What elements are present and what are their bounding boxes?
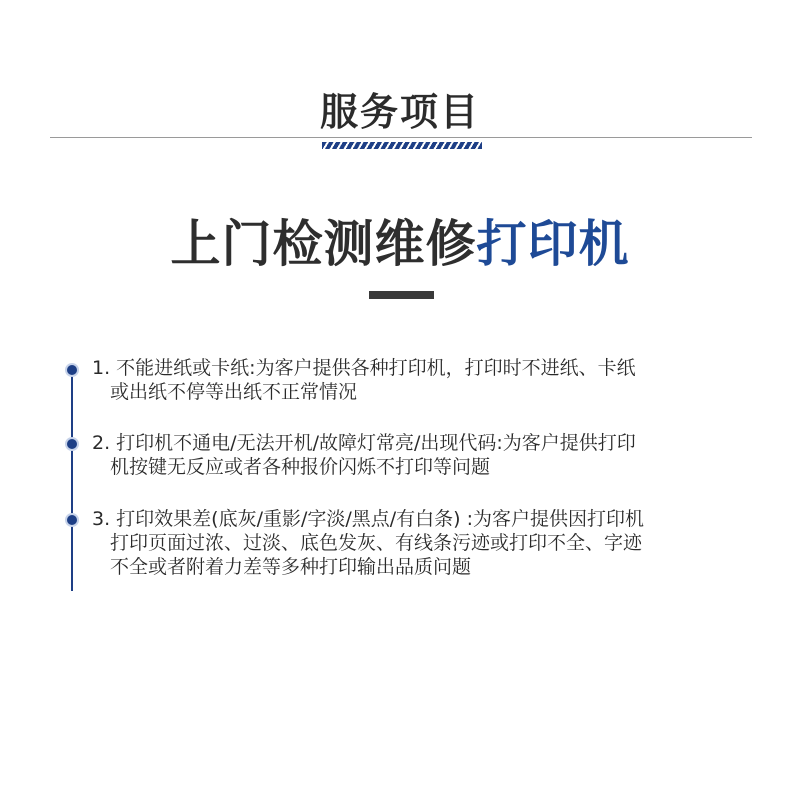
section-title: 服务项目 (319, 90, 480, 134)
service-item-3-line-2: 打印页面过浓、过淡、底色发灰、有线条污迹或打印不全、字迹 (110, 532, 643, 554)
service-item-3-line-1: 3. 打印效果差(底灰/重影/字淡/黑点/有白条) :为客户提供因打印机 (92, 508, 645, 530)
service-item-3 (92, 507, 712, 579)
hero-underline-bar (369, 291, 434, 299)
timeline-dot-icon (65, 363, 79, 377)
service-item-1 (92, 356, 712, 404)
timeline-dot-icon (65, 513, 79, 527)
service-item-2 (92, 431, 712, 479)
service-item-3-line-3: 不全或者附着力差等多种打印输出品质问题 (110, 556, 472, 578)
header-stripe-decoration (322, 142, 482, 149)
service-item-2-line-1: 2. 打印机不通电/无法开机/故障灯常亮/出现代码:为客户提供打印 (92, 432, 636, 454)
timeline-dot-icon (65, 437, 79, 451)
header-divider (50, 137, 752, 138)
service-item-1-line-2: 或出纸不停等出纸不正常情况 (110, 381, 358, 403)
service-item-1-line-1: 1. 不能进纸或卡纸:为客户提供各种打印机，打印时不进纸、卡纸 (92, 357, 636, 379)
hero-title (0, 212, 800, 276)
service-item-2-line-2: 机按键无反应或者各种报价闪烁不打印等问题 (110, 456, 491, 478)
hero-title-main: 上门检测维修 (170, 215, 477, 273)
hero-title-accent: 打印机 (476, 215, 630, 273)
timeline-line (71, 368, 73, 591)
